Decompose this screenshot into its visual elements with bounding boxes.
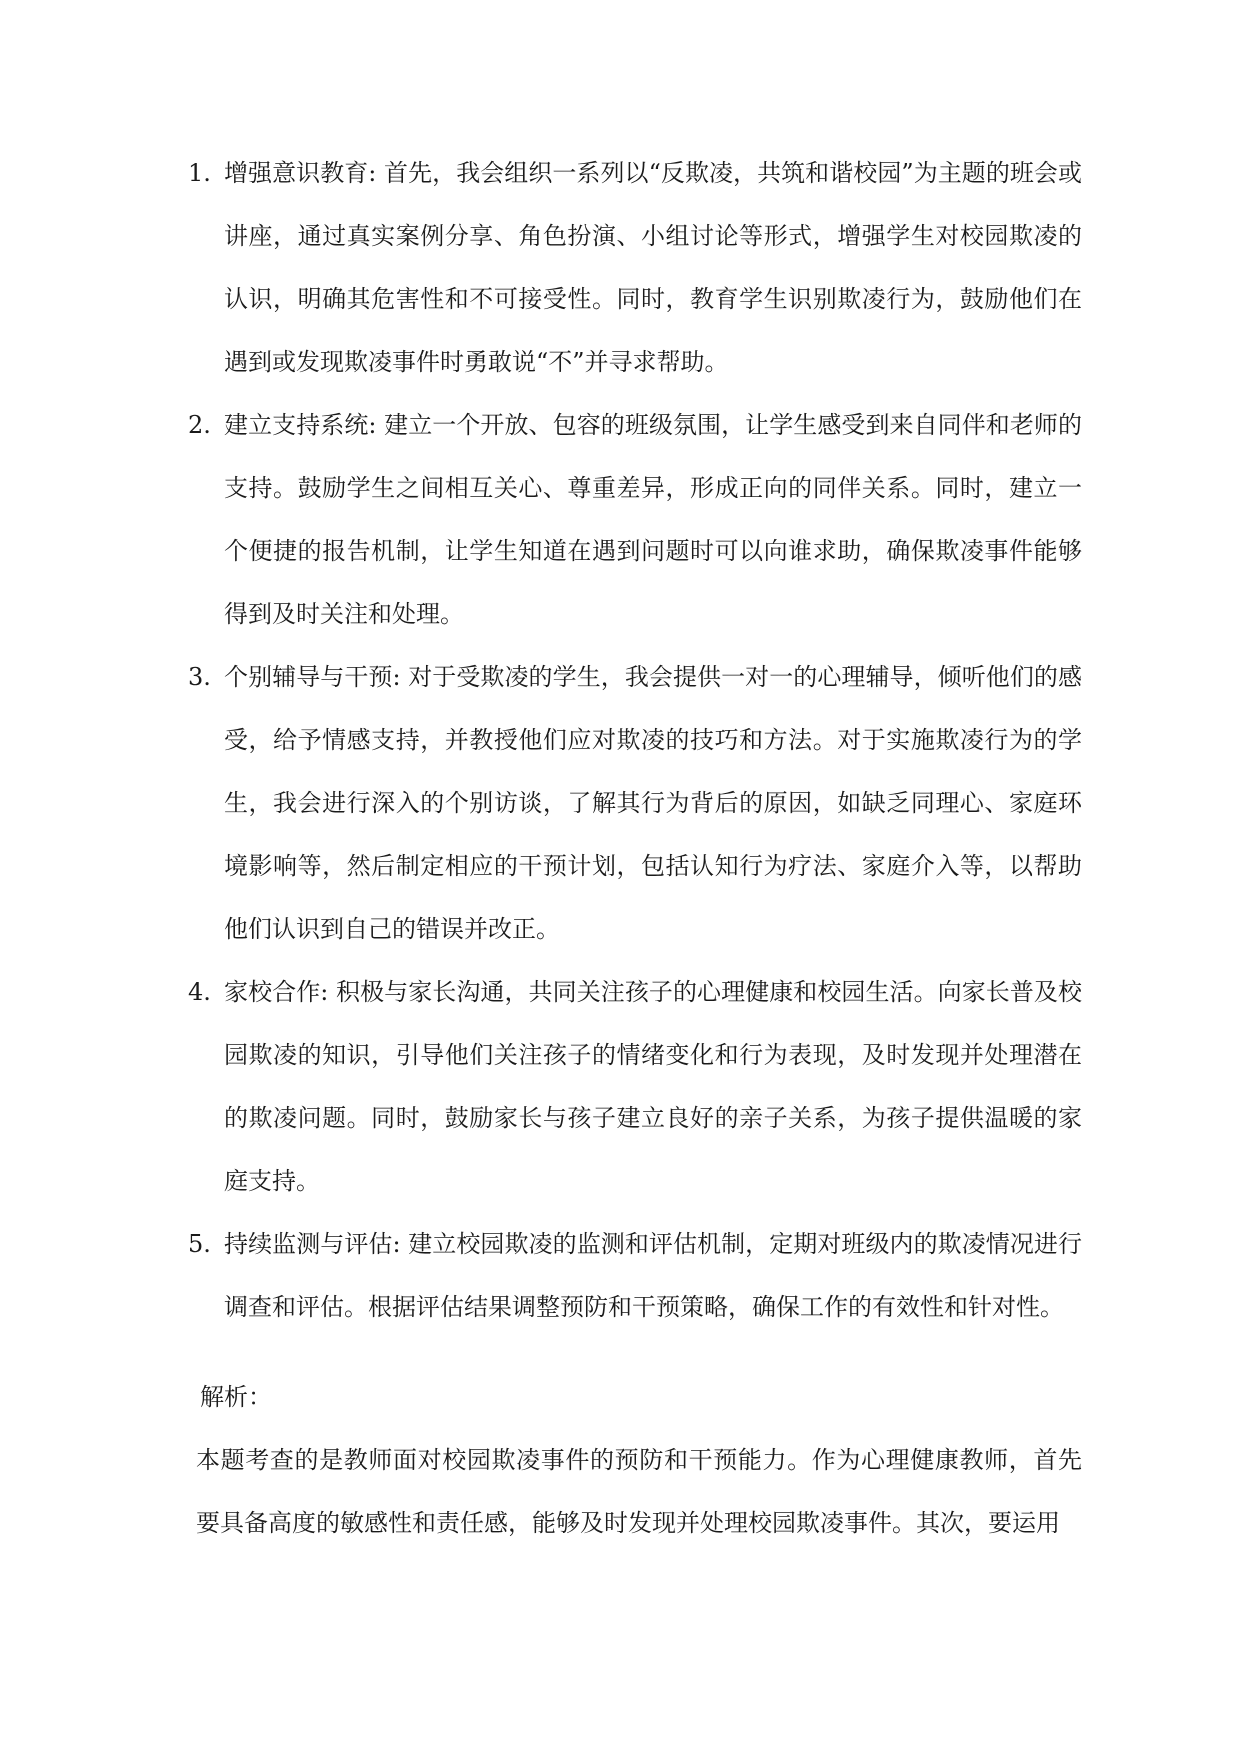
item-number: 5. — [188, 1230, 211, 1258]
list-item — [0, 961, 1241, 1213]
analysis-paragraph: 本题考查的是教师面对校园欺凌事件的预防和干预能力。作为心理健康教师，首先要具备高度的敏感性和责任感，能够及时发现并处理校园欺凌事件。其次，要运用 — [196, 1446, 1082, 1537]
item-number: 4. — [188, 978, 211, 1006]
answer-list — [0, 142, 1241, 1339]
item-text: 增强意识教育: 首先，我会组织一系列以“反欺凌，共筑和谐校园”为主题的班会或讲座，通过真实案例分享、角色扮演、小组讨论等形式，增强学生对校园欺凌的认识，明确其危害性和不可接受性。同时，教育学生识别欺凌行为，鼓励他们在遇到或发现欺凌事件时勇敢说“不”并寻求帮助。 — [224, 159, 1082, 376]
item-text: 持续监测与评估: 建立校园欺凌的监测和评估机制，定期对班级内的欺凌情况进行调查和评估。根据评估结果调整预防和干预策略，确保工作的有效性和针对性。 — [224, 1230, 1082, 1321]
list-item — [0, 142, 1241, 394]
item-number: 1. — [188, 159, 211, 187]
list-item — [0, 646, 1241, 961]
item-number: 2. — [188, 411, 211, 439]
item-text: 家校合作: 积极与家长沟通，共同关注孩子的心理健康和校园生活。向家长普及校园欺凌的知识，引导他们关注孩子的情绪变化和行为表现，及时发现并处理潜在的欺凌问题。同时，鼓励家长与孩子建立良好的亲子关系，为孩子提供温暖的家庭支持。 — [224, 978, 1082, 1195]
item-text: 建立支持系统: 建立一个开放、包容的班级氛围，让学生感受到来自同伴和老师的支持。鼓励学生之间相互关心、尊重差异，形成正向的同伴关系。同时，建立一个便捷的报告机制，让学生知道在遇到问题时可以向谁求助，确保欺凌事件能够得到及时关注和处理。 — [224, 411, 1082, 628]
analysis-heading: 解析： — [200, 1383, 272, 1411]
list-item — [0, 1213, 1241, 1339]
item-text: 个别辅导与干预: 对于受欺凌的学生，我会提供一对一的心理辅导，倾听他们的感受，给予情感支持，并教授他们应对欺凌的技巧和方法。对于实施欺凌行为的学生，我会进行深入的个别访谈，了解其行为背后的原因，如缺乏同理心、家庭环境影响等，然后制定相应的干预计划，包括认知行为疗法、家庭介入等，以帮助他们认识到自己的错误并改正。 — [224, 663, 1082, 943]
item-number: 3. — [188, 663, 211, 691]
list-item — [0, 394, 1241, 646]
